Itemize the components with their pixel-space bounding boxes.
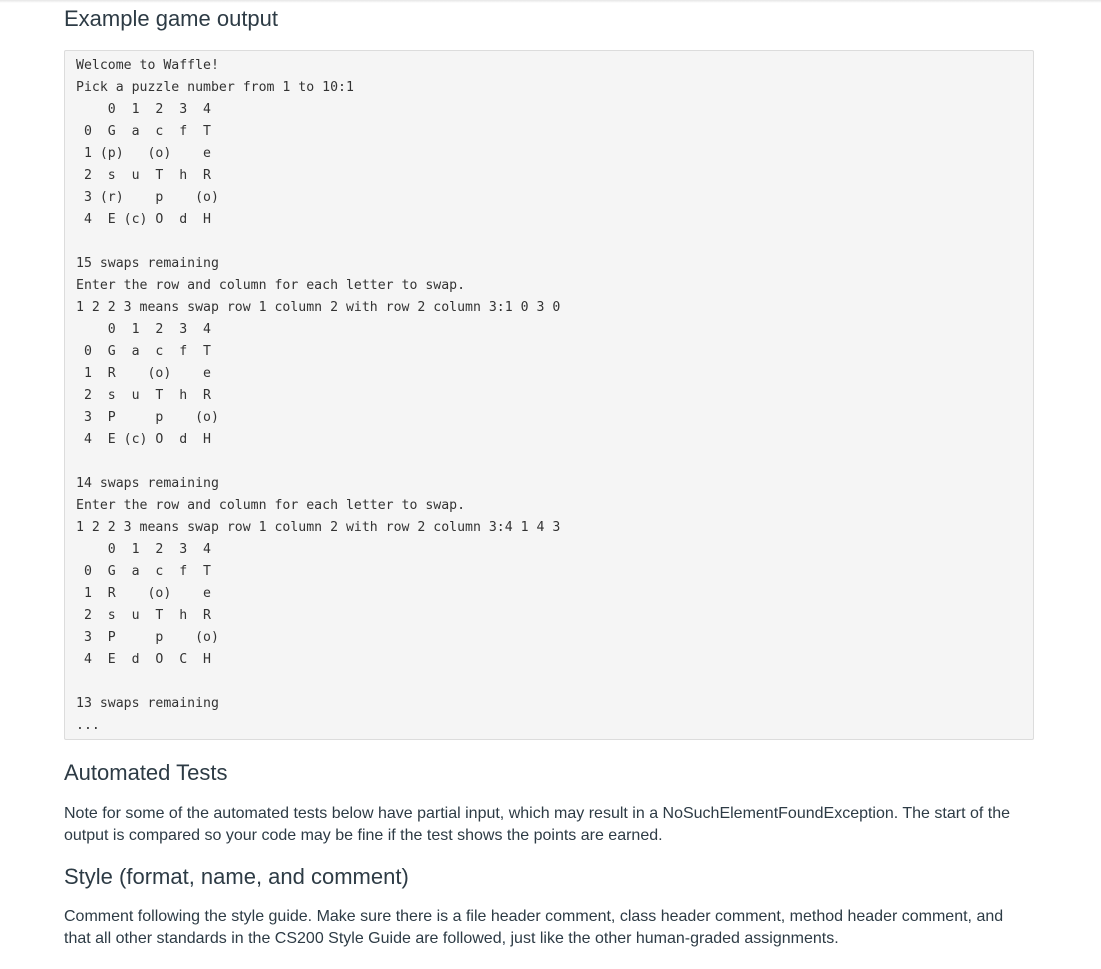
code-line: 1 (p) (o) e [76, 146, 211, 161]
code-line: 2 s u T h R [76, 168, 211, 183]
style-heading: Style (format, name, and comment) [64, 864, 409, 889]
code-line: 13 swaps remaining [76, 696, 219, 711]
code-line: 15 swaps remaining [76, 256, 219, 271]
code-line: 2 s u T h R [76, 388, 211, 403]
style-paragraph: Comment following the style guide. Make sure there is a file header comment, class header comment, method header comment, and that all other standards in the CS200 Style Guide are followed, just like the other human-graded assignments. [64, 908, 1004, 947]
automated-tests-paragraph: Note for some of the automated tests below have partial input, which may result in a NoSuchElementFoundException. The start of the output is compared so your code may be fine if the test shows the points are earned. [64, 805, 1010, 844]
code-line: Welcome to Waffle! [76, 58, 219, 73]
code-line: 3 P p (o) [76, 410, 219, 425]
code-line: Enter the row and column for each letter to swap. [76, 278, 466, 293]
example-output-heading: Example game output [64, 6, 279, 31]
code-line: 1 R (o) e [76, 586, 211, 601]
code-line: 3 P p (o) [76, 630, 219, 645]
top-edge-shadow [0, 0, 1101, 3]
code-line: 1 R (o) e [76, 366, 211, 381]
code-line: 0 1 2 3 4 [76, 322, 211, 337]
automated-tests-heading: Automated Tests [64, 760, 228, 785]
code-line: 0 G a c f T [76, 124, 211, 139]
code-line: 1 2 2 3 means swap row 1 column 2 with row 2 column 3:1 0 3 0 [76, 300, 561, 315]
code-line: ... [76, 718, 100, 733]
code-line: 0 G a c f T [76, 564, 211, 579]
code-line: 0 G a c f T [76, 344, 211, 359]
code-line: 1 2 2 3 means swap row 1 column 2 with row 2 column 3:4 1 4 3 [76, 520, 561, 535]
code-line: 14 swaps remaining [76, 476, 219, 491]
code-line: 4 E (c) O d H [76, 212, 211, 227]
code-line: 0 1 2 3 4 [76, 102, 211, 117]
code-line: Enter the row and column for each letter to swap. [76, 498, 466, 513]
code-line: 4 E (c) O d H [76, 432, 211, 447]
code-line: 0 1 2 3 4 [76, 542, 211, 557]
code-line: 4 E d O C H [76, 652, 211, 667]
code-line: 3 (r) p (o) [76, 190, 219, 205]
code-line: Pick a puzzle number from 1 to 10:1 [76, 80, 354, 95]
code-line: 2 s u T h R [76, 608, 211, 623]
game-output-code-block [64, 50, 1034, 740]
